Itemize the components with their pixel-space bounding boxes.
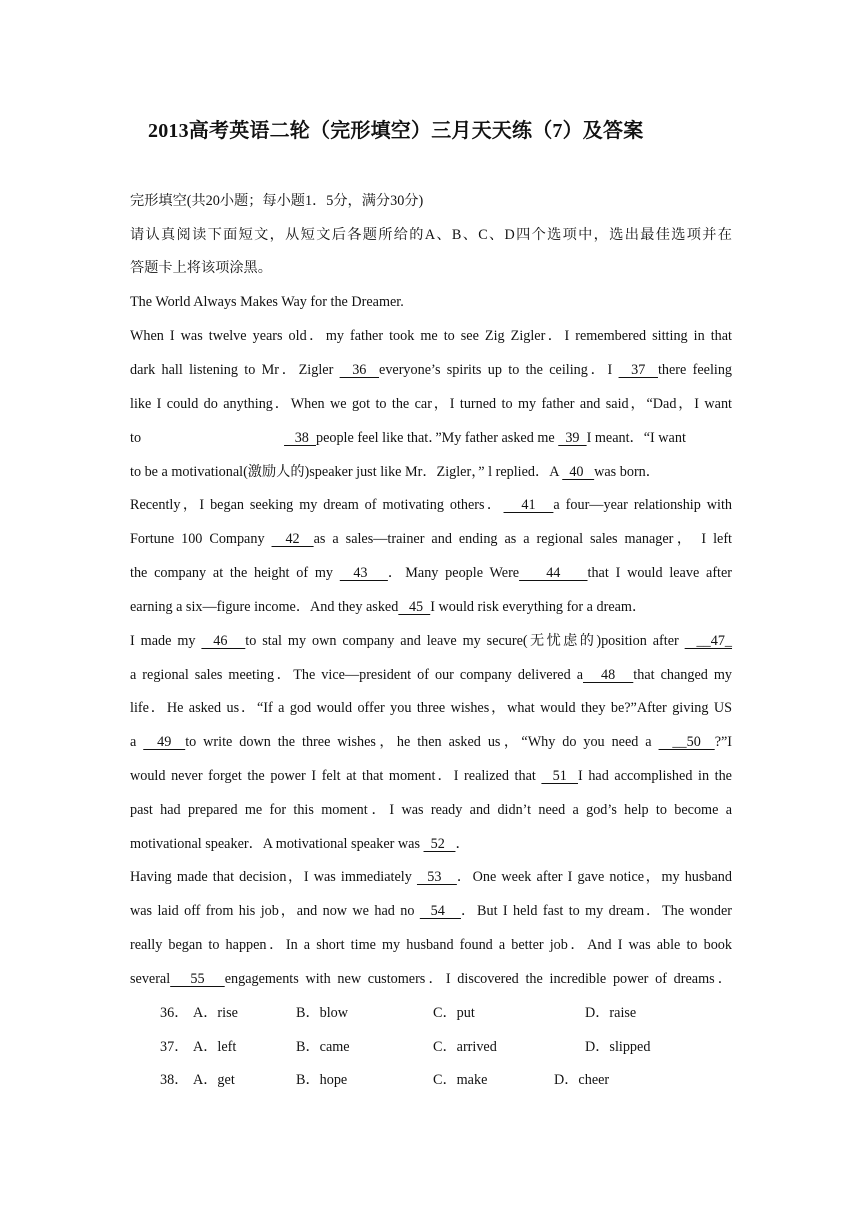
document-title: 2013高考英语二轮（完形填空）三月天天练（7）及答案 [148,120,644,142]
passage-text: was born． [594,464,660,480]
passage-line [130,969,732,989]
passage-title: The World Always Makes Way for the Dreamer. [130,294,404,310]
passage-text: I had accomplished in the [578,768,732,784]
passage-line: When I was twelve years old．my father took me to see Zig Zigler．I remembered sitting in that [130,328,732,344]
passage-text: a [130,734,144,750]
blank-36: 36 [339,362,380,378]
passage-text: that changed my [633,667,732,683]
option-a: A．get [193,1072,235,1088]
question-number: 36． [160,1005,189,1021]
passage-text: the company at the height of my [130,565,340,581]
instruction-line-1: 请认真阅读下面短文，从短文后各题所给的A、B、C、D四个选项中，选出最佳选项并在 [130,227,732,243]
passage-line [130,834,732,854]
blank-39: 39 [558,430,587,446]
question-number: 37． [160,1039,189,1055]
passage-text: ?”I [714,734,733,750]
passage-text: Fortune 100 Company [130,531,272,547]
option-c: C．put [433,1005,475,1021]
passage-text: to be a motivational(激励人的)speaker just like Mr．Zigler，” l replied．A [130,464,563,480]
passage-text: as a sales—trainer and ending as a regional sales manager， I left [313,531,733,547]
passage-line: like I could do anything．When we got to the car，I turned to my father and said，“Dad，I want [130,396,732,412]
passage-text: to stal my own company and leave my secure(无忧虑的)position after [245,633,685,649]
section-heading: 完形填空(共20小题；每小题1．5分，满分30分) [130,193,424,209]
blank-55: 55 [170,971,225,987]
passage-text: I meant．“I want [586,430,686,446]
passage-text: earning a six—figure income．And they asked [130,599,399,615]
passage-text: a regional sales meeting．The vice—president of our company delivered a [130,667,584,683]
option-b: B．came [296,1039,350,1055]
blank-41: 41 [503,497,554,513]
passage-text: engagements with new customers．I discovered the incredible power of dreams． [224,971,732,987]
passage-text: there feeling [657,362,733,378]
passage-text: ．One week after I gave notice，my husband [456,869,732,885]
passage-text: I would risk everything for a dream． [430,599,647,615]
option-d: D．raise [585,1005,637,1021]
blank-45: 45 [398,599,431,615]
blank-43: 43 [339,565,388,581]
blank-44: 44 [519,565,588,581]
passage-text: Having made that decision，I was immediately [130,869,417,885]
blank-42: 42 [271,531,314,547]
passage-line [130,495,732,515]
blank-48: 48 [583,667,634,683]
passage-text: would never forget the power I felt at that moment．I realized that [130,768,542,784]
passage-text: several [130,971,171,987]
passage-text: was laid off from his job，and now we had no [130,903,420,919]
blank-49: 49 [143,734,186,750]
passage-line: past had prepared me for this moment．I was ready and didn’t need a god’s help to become a [130,802,732,818]
passage-line [130,597,732,617]
passage-line [130,360,732,380]
option-c: C．arrived [433,1039,497,1055]
passage-line [130,428,732,448]
blank-37: 37 [618,362,658,378]
passage-text: everyone’s spirits up to the ceiling．I [379,362,619,378]
blank-40: 40 [562,464,595,480]
passage-line [130,901,732,921]
blank-50: __50 [658,734,715,750]
blank-54: 54 [419,903,461,919]
passage-line [130,867,732,887]
passage-line [130,766,732,786]
option-a: A．rise [193,1005,238,1021]
passage-text: dark hall listening to Mr．Zigler [130,362,340,378]
passage-line [130,732,732,752]
blank-46: 46 [201,633,246,649]
blank-38: 38 [284,430,316,446]
option-b: B．hope [296,1072,348,1088]
passage-text: motivational speaker．A motivational speaker was [130,836,424,852]
passage-text: ．But I held fast to my dream．The wonder [460,903,732,919]
blank-51: 51 [541,768,578,784]
passage-text: Recently，I began seeking my dream of motivating others． [130,497,504,513]
passage-text: ． [455,836,470,852]
passage-text: to write down the three wishes，he then asked us，“Why do you need a [185,734,659,750]
blank-47: __47_ [684,633,733,649]
passage-text: people feel like that．”My father asked me [315,430,559,446]
passage-line [130,529,732,549]
option-c: C．make [433,1072,488,1088]
instruction-line-2: 答题卡上将该项涂黑。 [130,260,272,276]
blank-53: 53 [416,869,457,885]
question-number: 38． [160,1072,189,1088]
option-b: B．blow [296,1005,349,1021]
passage-line [130,665,732,685]
passage-text: ．Many people Were [387,565,520,581]
passage-line [130,631,732,651]
passage-text: that I would leave after [587,565,733,581]
passage-line: life．He asked us．“If a god would offer you three wishes，what would they be?”After giving US [130,700,732,716]
blank-52: 52 [423,836,456,852]
passage-line [130,462,732,482]
passage-text: I made my [130,633,202,649]
passage-line [130,563,732,583]
passage-text: to [130,430,142,446]
option-d: D．cheer [554,1072,610,1088]
option-a: A．left [193,1039,237,1055]
option-d: D．slipped [585,1039,651,1055]
passage-text: a four—year relationship with [553,497,733,513]
passage-line: really began to happen．In a short time my husband found a better job．And I was able to book [130,937,732,953]
